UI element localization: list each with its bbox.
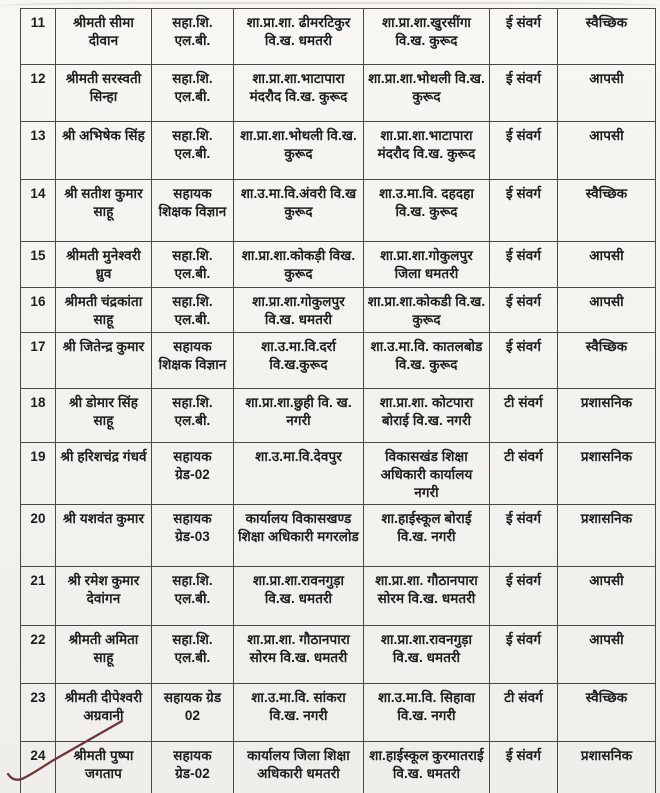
- cell-employee-name: श्रीमती सरस्वती सिन्हा: [56, 65, 152, 122]
- cell-serial-number: 23: [21, 684, 56, 742]
- cell-employee-name: श्री हरिशचंद्र गंधर्व: [56, 443, 152, 505]
- cell-designation: सहायक ग्रेड-02: [152, 443, 234, 505]
- cell-cadre: ई संवर्ग: [490, 288, 558, 333]
- cell-designation: सहायक ग्रेड-03: [152, 505, 234, 567]
- cell-serial-number: 18: [21, 389, 56, 443]
- cell-serial-number: 13: [21, 122, 56, 180]
- cell-designation: सहा.शि. एल.बी.: [152, 389, 234, 443]
- cell-transfer-type: प्रशासनिक: [558, 505, 656, 567]
- cell-transfer-type: स्वैच्छिक: [558, 684, 656, 742]
- cell-designation: सहायक ग्रेड-02: [152, 742, 234, 793]
- cell-transfer-type: आपसी: [558, 626, 656, 684]
- table-row: [21, 122, 656, 180]
- cell-employee-name: श्रीमती पुष्पा जगताप: [56, 742, 152, 793]
- cell-to-school: शा.प्रा.शा.खुरसींगा वि.ख. कुरूद: [364, 9, 490, 65]
- cell-employee-name: श्रीमती सीमा दीवान: [56, 9, 152, 65]
- table-row: [21, 65, 656, 122]
- cell-to-school: शा.हाईस्कूल कुरमातराई वि.ख. धमतरी: [364, 742, 490, 793]
- cell-employee-name: श्री रमेश कुमार देवांगन: [56, 567, 152, 626]
- cell-employee-name: श्री सतीश कुमार साहू: [56, 180, 152, 242]
- cell-from-school: शा.प्रा.शा.छुही वि. ख. नगरी: [234, 389, 364, 443]
- table-row: [21, 242, 656, 288]
- cell-serial-number: 16: [21, 288, 56, 333]
- cell-from-school: शा.प्रा.शा.गोकुलपुर वि.ख. धमतरी: [234, 288, 364, 333]
- cell-to-school: शा.प्रा.शा.कोकडी वि.ख. कुरूद: [364, 288, 490, 333]
- cell-serial-number: 11: [21, 9, 56, 65]
- cell-designation: सहायक शिक्षक विज्ञान: [152, 180, 234, 242]
- cell-to-school: शा.प्रा.शा. गौठानपारा सोरम वि.ख. धमतरी: [364, 567, 490, 626]
- table-row: [21, 684, 656, 742]
- cell-cadre: ई संवर्ग: [490, 242, 558, 288]
- cell-from-school: शा.उ.मा.वि. सांकरा वि.ख. नगरी: [234, 684, 364, 742]
- cell-employee-name: श्री जितेन्द्र कुमार: [56, 333, 152, 389]
- table-row: [21, 626, 656, 684]
- cell-transfer-type: स्वैच्छिक: [558, 9, 656, 65]
- cell-from-school: शा.प्रा.शा.कोकड़ी विख. कुरूद: [234, 242, 364, 288]
- cell-cadre: ई संवर्ग: [490, 122, 558, 180]
- cell-from-school: शा.उ.मा.वि.देवपुर: [234, 443, 364, 505]
- table-row: [21, 389, 656, 443]
- cell-designation: सहा.शि. एल.बी.: [152, 567, 234, 626]
- cell-transfer-type: आपसी: [558, 65, 656, 122]
- cell-designation: सहा.शि. एल.बी.: [152, 626, 234, 684]
- cell-to-school: शा.प्रा.शा.भोथली वि.ख. कुरूद: [364, 65, 490, 122]
- cell-to-school: शा.प्रा.शा. कोटपारा बोराई वि.ख. नगरी: [364, 389, 490, 443]
- cell-cadre: ई संवर्ग: [490, 180, 558, 242]
- cell-to-school: शा.उ.मा.वि. कातलबोड वि.ख. कुरूद: [364, 333, 490, 389]
- cell-serial-number: 14: [21, 180, 56, 242]
- cell-cadre: टी संवर्ग: [490, 443, 558, 505]
- cell-serial-number: 24: [21, 742, 56, 793]
- cell-serial-number: 21: [21, 567, 56, 626]
- cell-to-school: विकासखंड शिक्षा अधिकारी कार्यालय नगरी: [364, 443, 490, 505]
- cell-to-school: शा.उ.मा.वि. दहदहा वि.ख. कुरूद: [364, 180, 490, 242]
- table-row: [21, 180, 656, 242]
- cell-cadre: ई संवर्ग: [490, 505, 558, 567]
- cell-designation: सहा.शि. एल.बी.: [152, 288, 234, 333]
- cell-designation: सहा.शि. एल.बी.: [152, 65, 234, 122]
- cell-employee-name: श्री यशवंत कुमार: [56, 505, 152, 567]
- cell-from-school: शा.प्रा.शा.भोथली वि.ख. कुरूद: [234, 122, 364, 180]
- cell-designation: सहा.शि. एल.बी.: [152, 242, 234, 288]
- cell-cadre: ई संवर्ग: [490, 65, 558, 122]
- cell-designation: सहायक शिक्षक विज्ञान: [152, 333, 234, 389]
- table-row: [21, 9, 656, 65]
- cell-from-school: शा.प्रा.शा. ढीमरटिकुर वि.ख. धमतरी: [234, 9, 364, 65]
- table-row: [21, 742, 656, 793]
- transfer-table-body: [21, 9, 656, 793]
- cell-to-school: शा.प्रा.शा.गोकुलपुर जिला धमतरी: [364, 242, 490, 288]
- cell-transfer-type: आपसी: [558, 567, 656, 626]
- table-row: [21, 443, 656, 505]
- cell-serial-number: 12: [21, 65, 56, 122]
- cell-transfer-type: स्वैच्छिक: [558, 180, 656, 242]
- cell-employee-name: श्री अभिषेक सिंह: [56, 122, 152, 180]
- table-row: [21, 288, 656, 333]
- cell-cadre: ई संवर्ग: [490, 626, 558, 684]
- cell-to-school: शा.प्रा.शा.भाटापारा मंदरौद वि.ख. कुरूद: [364, 122, 490, 180]
- cell-cadre: ई संवर्ग: [490, 333, 558, 389]
- cell-from-school: कार्यालय विकासखण्ड शिक्षा अधिकारी मगरलोड: [234, 505, 364, 567]
- cell-serial-number: 17: [21, 333, 56, 389]
- cell-transfer-type: आपसी: [558, 288, 656, 333]
- cell-from-school: शा.प्रा.शा.रावनगुड़ा वि.ख. धमतरी: [234, 567, 364, 626]
- cell-from-school: शा.प्रा.शा. गौठानपारा सोरम वि.ख. धमतरी: [234, 626, 364, 684]
- transfer-table: [20, 8, 656, 793]
- table-row: [21, 567, 656, 626]
- cell-transfer-type: प्रशासनिक: [558, 742, 656, 793]
- table-row: [21, 505, 656, 567]
- cell-cadre: ई संवर्ग: [490, 9, 558, 65]
- cell-transfer-type: प्रशासनिक: [558, 389, 656, 443]
- cell-designation: सहायक ग्रेड 02: [152, 684, 234, 742]
- cell-designation: सहा.शि. एल.बी.: [152, 9, 234, 65]
- cell-transfer-type: स्वैच्छिक: [558, 333, 656, 389]
- cell-cadre: टी संवर्ग: [490, 389, 558, 443]
- cell-transfer-type: आपसी: [558, 242, 656, 288]
- cell-to-school: शा.हाईस्कूल बोराई वि.ख. नगरी: [364, 505, 490, 567]
- cell-employee-name: श्री डोमार सिंह साहू: [56, 389, 152, 443]
- cell-serial-number: 22: [21, 626, 56, 684]
- cell-designation: सहा.शि. एल.बी.: [152, 122, 234, 180]
- cell-from-school: शा.उ.मा.वि.दर्रा वि.ख.कुरूद: [234, 333, 364, 389]
- cell-from-school: शा.उ.मा.वि.अंवरी वि.ख कुरूद: [234, 180, 364, 242]
- cell-employee-name: श्रीमती दीपेश्वरी अग्रवानी: [56, 684, 152, 742]
- cell-cadre: टी संवर्ग: [490, 684, 558, 742]
- cell-from-school: शा.प्रा.शा.भाटापारा मंदरौद वि.ख. कुरूद: [234, 65, 364, 122]
- cell-employee-name: श्रीमती चंद्रकांता साहू: [56, 288, 152, 333]
- cell-employee-name: श्रीमती मुनेश्वरी ध्रुव: [56, 242, 152, 288]
- cell-transfer-type: आपसी: [558, 122, 656, 180]
- table-row: [21, 333, 656, 389]
- cell-employee-name: श्रीमती अमिता साहू: [56, 626, 152, 684]
- cell-transfer-type: प्रशासनिक: [558, 443, 656, 505]
- cell-from-school: कार्यालय जिला शिक्षा अधिकारी धमतरी: [234, 742, 364, 793]
- cell-serial-number: 19: [21, 443, 56, 505]
- cell-serial-number: 15: [21, 242, 56, 288]
- cell-to-school: शा.उ.मा.वि. सिहावा वि.ख. नगरी: [364, 684, 490, 742]
- cell-cadre: ई संवर्ग: [490, 567, 558, 626]
- cell-serial-number: 20: [21, 505, 56, 567]
- cell-cadre: ई संवर्ग: [490, 742, 558, 793]
- cell-to-school: शा.प्रा.शा.रावनगुड़ा वि.ख. धमतरी: [364, 626, 490, 684]
